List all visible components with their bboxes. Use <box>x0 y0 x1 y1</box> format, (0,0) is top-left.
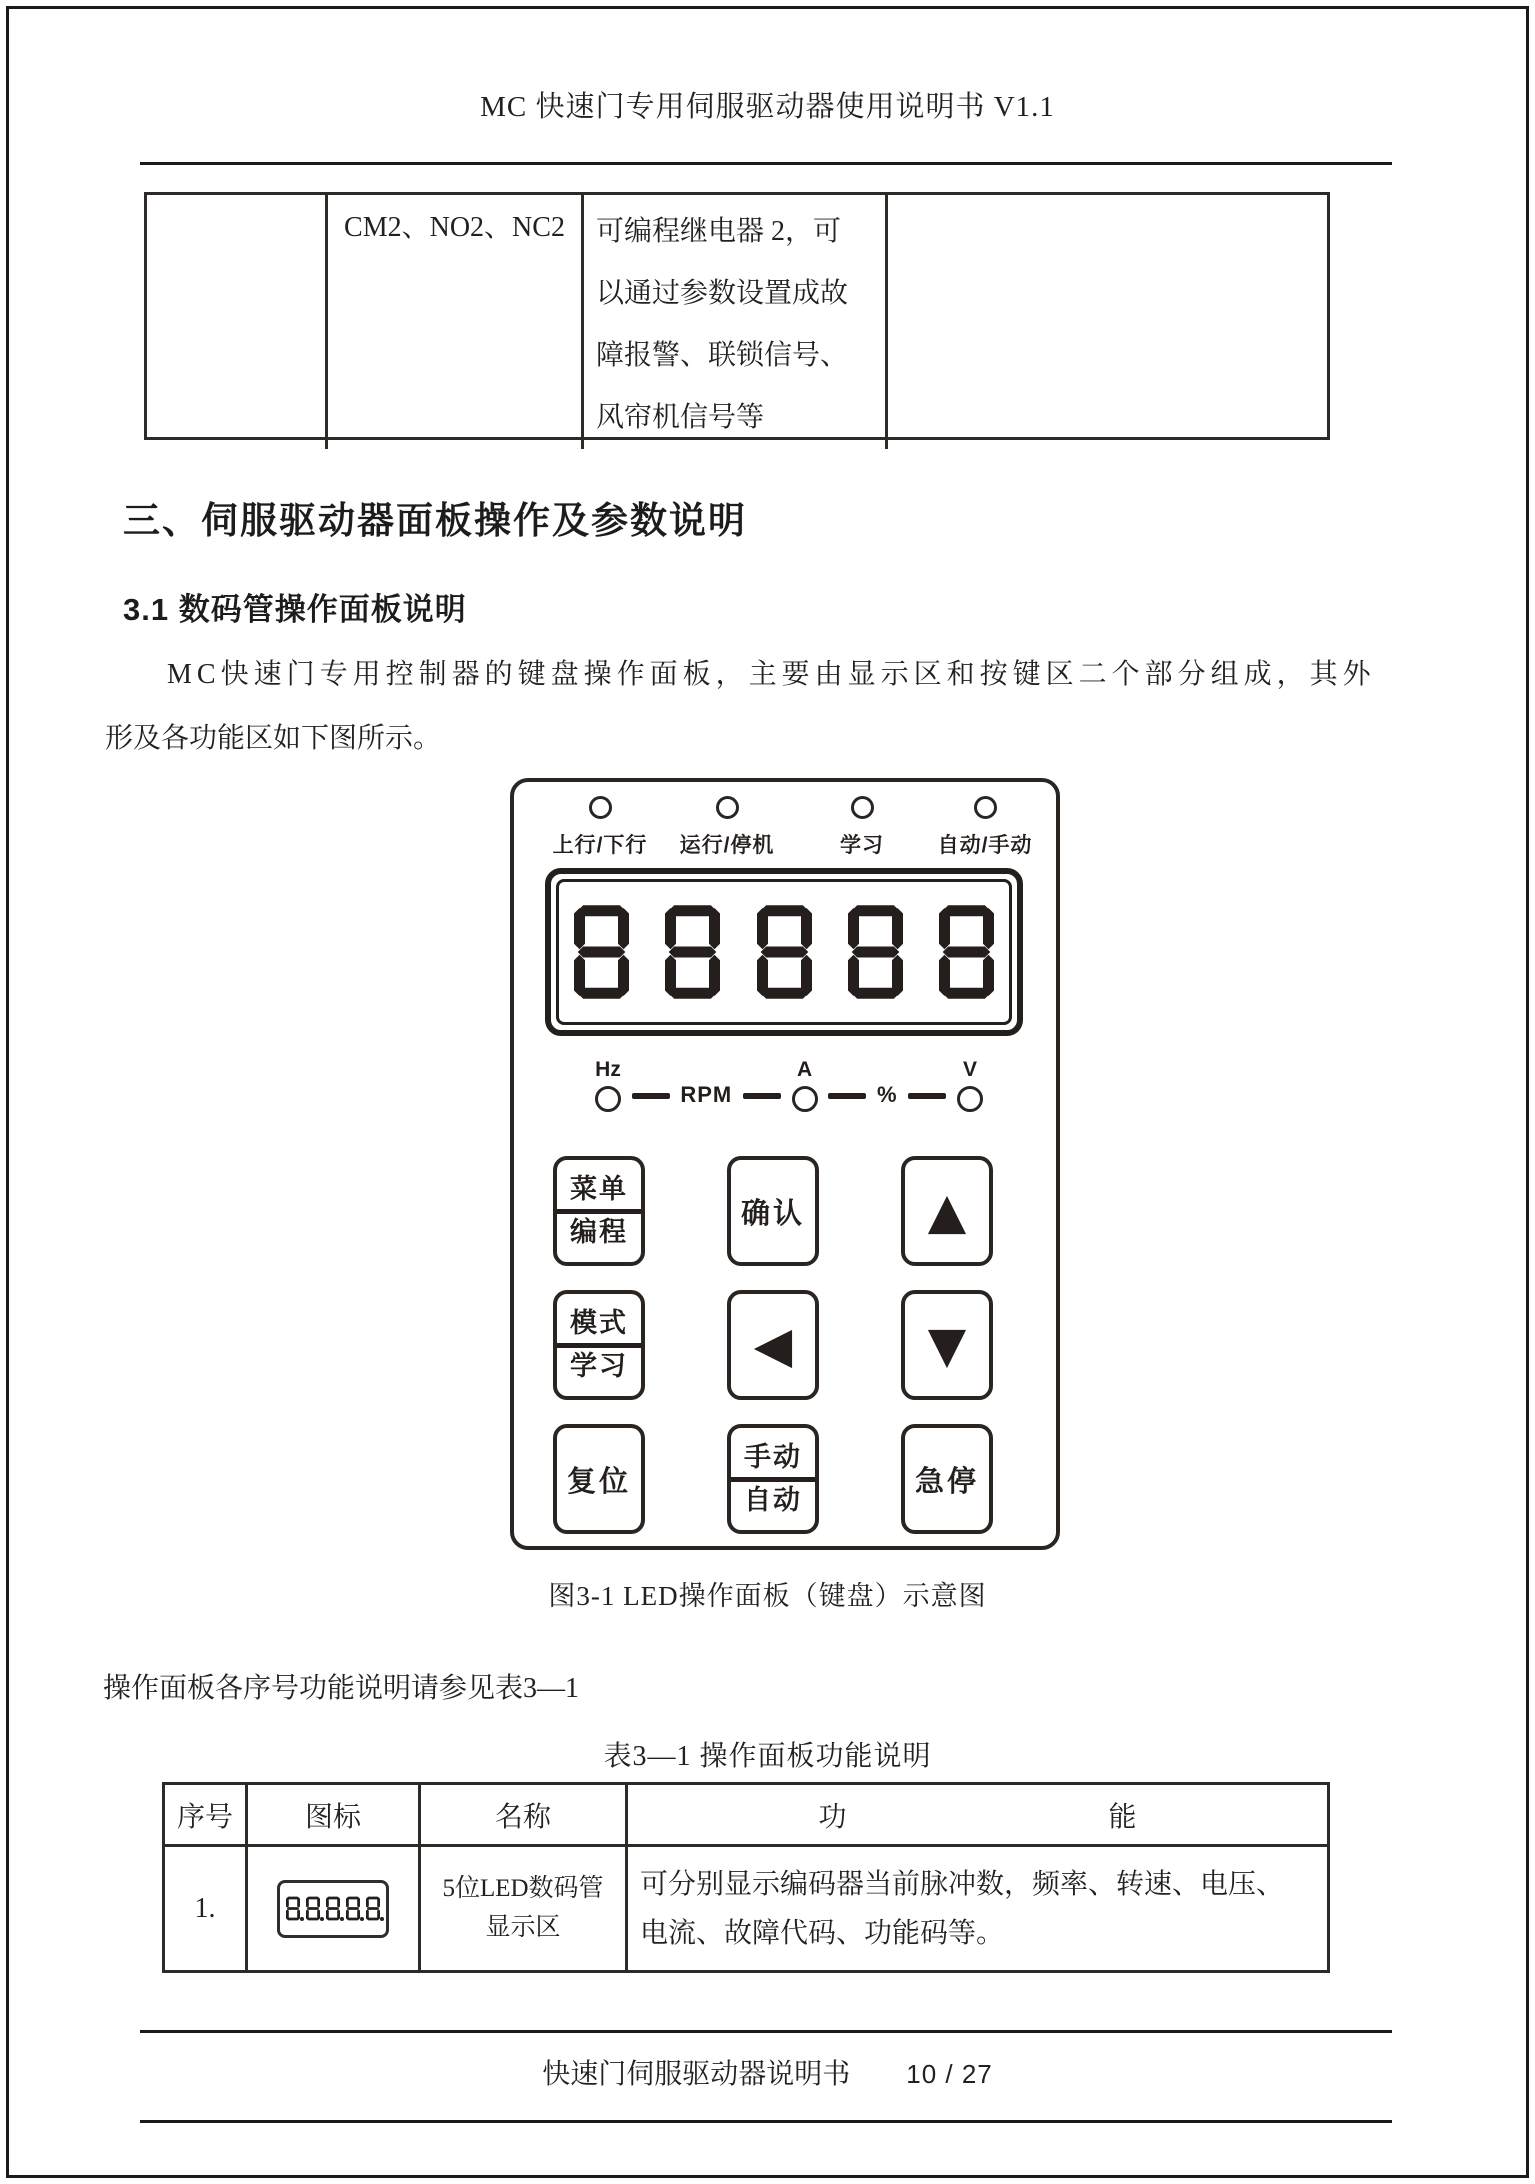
confirm-button <box>727 1156 819 1266</box>
table-cell-terminal: CM2、NO2、NC2 <box>325 195 581 449</box>
operation-panel-figure <box>510 778 1060 1550</box>
button-label: 学习 <box>570 1350 628 1381</box>
button-divider <box>557 1209 641 1214</box>
footer-doc-name: 快速门伺服驱动器说明书 <box>542 2059 851 2090</box>
description-line: 风帘机信号等 <box>596 402 765 433</box>
unit-label: V <box>962 1058 977 1081</box>
decimal-dot <box>320 1917 324 1921</box>
mini-seven-segment-digit <box>326 1896 340 1921</box>
column-header-icon: 图标 <box>245 1785 418 1847</box>
unit-percent: % <box>877 1082 898 1107</box>
units-indicator-row <box>545 1050 1023 1112</box>
unit-rpm: RPM <box>680 1082 733 1107</box>
led-label: 运行/停机 <box>679 834 775 857</box>
decimal-dot <box>300 1917 304 1921</box>
column-header-no: 序号 <box>165 1785 245 1847</box>
seven-segment-digit <box>665 902 720 1002</box>
seven-segment-display-inner <box>556 879 1012 1025</box>
column-header-function-right: 能 <box>1108 1801 1137 1833</box>
seven-segment-digit <box>574 902 629 1002</box>
decimal-dot <box>340 1917 344 1921</box>
seven-segment-digit <box>757 902 812 1002</box>
figure-caption: 图3-1 LED操作面板（键盘）示意图 <box>548 1581 987 1611</box>
button-label: 自动 <box>744 1484 802 1515</box>
table-cell-description <box>581 195 885 449</box>
column-header-function-left: 功 <box>818 1801 847 1833</box>
unit-amp <box>792 1058 818 1112</box>
button-label: 手动 <box>744 1442 802 1473</box>
footer-page-indicator: 10 / 27 <box>906 2059 993 2089</box>
button-divider <box>731 1477 815 1482</box>
table-row-number: 1. <box>194 1892 216 1924</box>
left-arrow-button <box>727 1290 819 1400</box>
button-divider <box>557 1343 641 1348</box>
terminal-table-continued <box>144 192 1330 440</box>
button-label: 急停 <box>914 1465 979 1498</box>
unit-led-circle-icon <box>595 1086 621 1112</box>
reset-button <box>553 1424 645 1534</box>
body-paragraph-line: 形及各功能区如下图所示。 <box>105 723 442 754</box>
seven-segment-digit <box>939 902 994 1002</box>
description-line: 可编程继电器 2，可 <box>596 216 842 247</box>
unit-label: Hz <box>595 1058 621 1081</box>
unit-hz <box>595 1058 621 1112</box>
led-circle-icon <box>851 796 874 819</box>
column-header-function <box>625 1785 1327 1847</box>
up-arrow-button <box>901 1156 993 1266</box>
mini-seven-segment-digit <box>286 1896 300 1921</box>
column-header-name: 名称 <box>418 1785 625 1847</box>
function-line: 可分别显示编码器当前脉冲数，频率、转速、电压、 <box>640 1868 1285 1900</box>
led-circle-icon <box>974 796 997 819</box>
down-arrow-button <box>901 1290 993 1400</box>
keypad-button-grid <box>553 1156 993 1534</box>
led-circle-icon <box>589 796 612 819</box>
led-circle-icon <box>716 796 739 819</box>
left-arrow-icon: ◀ <box>753 1316 793 1374</box>
led-label: 学习 <box>840 834 884 857</box>
table-row-name-cell <box>418 1847 625 1970</box>
button-label: 编程 <box>570 1216 628 1247</box>
table-row-function-cell <box>625 1847 1327 1970</box>
unit-led-circle-icon <box>792 1086 818 1112</box>
dash-connector <box>828 1093 866 1099</box>
unit-led-circle-icon <box>957 1086 983 1112</box>
mini-seven-segment-digit <box>346 1896 360 1921</box>
body-paragraph-line: MC快速门专用控制器的键盘操作面板，主要由显示区和按键区二个部分组成，其外 <box>167 659 1376 690</box>
header-rule <box>140 162 1392 165</box>
led-indicator-run-stop <box>665 796 789 859</box>
subsection-heading: 3.1 数码管操作面板说明 <box>123 592 467 627</box>
name-line: 显示区 <box>485 1913 561 1941</box>
table-cell-empty <box>147 195 325 449</box>
document-header-title: MC 快速门专用伺服驱动器使用说明书 V1.1 <box>480 91 1055 123</box>
dash-connector <box>908 1093 946 1099</box>
dash-connector <box>743 1093 781 1099</box>
unit-label: A <box>797 1058 813 1081</box>
seven-segment-display <box>545 868 1023 1036</box>
unit-volt <box>957 1058 983 1112</box>
button-label: 模式 <box>570 1308 628 1339</box>
down-arrow-icon: ▼ <box>927 1316 967 1374</box>
description-line: 障报警、联锁信号、 <box>596 340 849 371</box>
footer-rule-top <box>140 2030 1392 2033</box>
up-arrow-icon: ▲ <box>927 1182 967 1240</box>
led-label: 上行/下行 <box>552 834 648 857</box>
led-indicator-learn <box>800 796 924 859</box>
decimal-dot <box>360 1917 364 1921</box>
led-indicator-auto-manual <box>923 796 1047 859</box>
mode-learn-button <box>553 1290 645 1400</box>
dash-connector <box>632 1093 670 1099</box>
table-cell-empty <box>885 195 1327 449</box>
led-label: 自动/手动 <box>937 834 1033 857</box>
table-row-icon-cell <box>245 1847 418 1970</box>
mini-seven-segment-digit <box>306 1896 320 1921</box>
button-label: 确认 <box>740 1197 805 1230</box>
function-line: 电流、故障代码、功能码等。 <box>640 1917 1005 1949</box>
name-line: 5位LED数码管 <box>442 1874 604 1902</box>
function-table-title: 表3—1 操作面板功能说明 <box>603 1741 932 1772</box>
page-footer <box>0 2052 1535 2092</box>
button-label: 菜单 <box>570 1174 628 1205</box>
manual-auto-button <box>727 1424 819 1534</box>
mini-seven-segment-digit <box>366 1896 380 1921</box>
button-label: 复位 <box>566 1465 631 1498</box>
seven-segment-digit <box>848 902 903 1002</box>
table-reference-text: 操作面板各序号功能说明请参见表3—1 <box>103 1673 580 1704</box>
section-heading: 三、伺服驱动器面板操作及参数说明 <box>123 500 747 541</box>
function-table <box>162 1782 1330 1973</box>
decimal-dot <box>380 1917 384 1921</box>
description-line: 以通过参数设置成故 <box>596 278 849 309</box>
led-display-icon <box>277 1880 389 1938</box>
emergency-stop-button <box>901 1424 993 1534</box>
led-indicator-up-down <box>538 796 662 859</box>
footer-rule-bottom <box>140 2120 1392 2123</box>
menu-program-button <box>553 1156 645 1266</box>
